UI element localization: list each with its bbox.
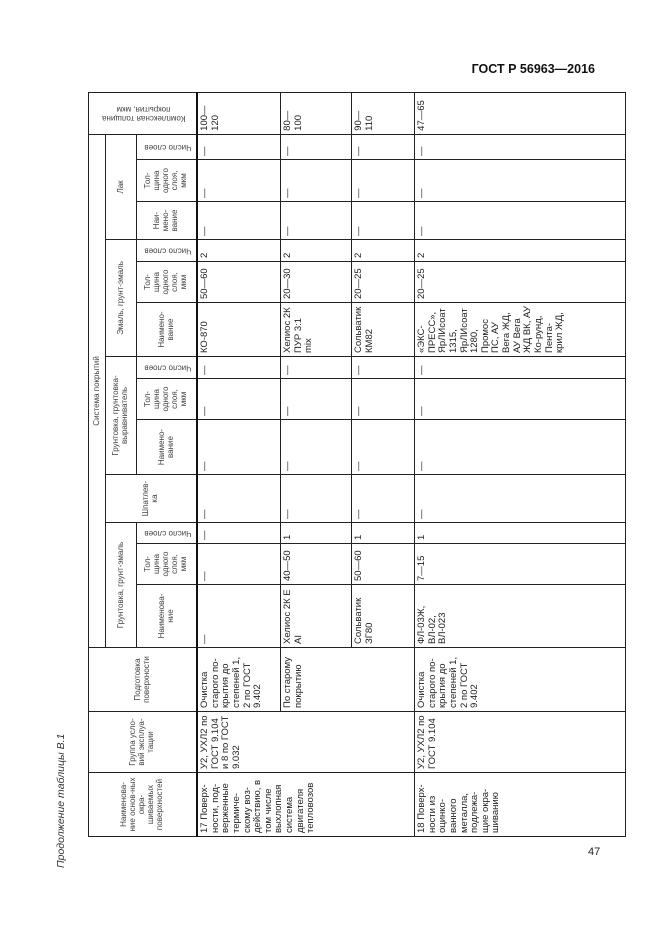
cell-putty: — bbox=[281, 475, 352, 523]
cell-primer-count: — bbox=[197, 523, 281, 544]
cell-lacquer-count: — bbox=[281, 134, 352, 159]
col-header-primer: Грунтовка, грунт-эмаль bbox=[106, 523, 137, 648]
cell-leveler-thickness: — bbox=[352, 379, 415, 420]
cell-leveler-thickness: — bbox=[415, 379, 626, 420]
cell-lacquer-count: — bbox=[197, 134, 281, 159]
cell-leveler-count: — bbox=[352, 357, 415, 379]
sub-header-name: Наименова-ние bbox=[137, 585, 198, 648]
col-header-group: Группа усло-вий эксплуа-тации bbox=[89, 712, 198, 773]
cell-primer-name: — bbox=[197, 585, 281, 648]
cell-putty: — bbox=[415, 475, 626, 523]
cell-primer-name: Сольватик ЗГ80 bbox=[352, 585, 415, 648]
cell-putty: — bbox=[197, 475, 281, 523]
cell-group: У2, УХЛ2 по ГОСТ 9.104 bbox=[415, 712, 626, 773]
cell-enamel-name: Хелиос 2К ПУР 3:1 mix bbox=[281, 303, 352, 357]
col-header-enamel: Эмаль, грунт-эмаль bbox=[106, 240, 137, 357]
cell-lacquer-name: — bbox=[352, 202, 415, 240]
col-header-total: Комплексная толщина покрытия, мкм bbox=[89, 92, 198, 134]
cell-total: 90—110 bbox=[352, 92, 415, 134]
cell-leveler-name: — bbox=[197, 420, 281, 475]
cell-leveler-thickness: — bbox=[281, 379, 352, 420]
sub-header-name: Наимено-вание bbox=[137, 420, 198, 475]
cell-lacquer-thickness: — bbox=[197, 160, 281, 202]
cell-lacquer-name: — bbox=[281, 202, 352, 240]
cell-primer-thickness: 40—50 bbox=[281, 544, 352, 585]
cell-primer-name: Хелиос 2К E AI bbox=[281, 585, 352, 648]
cell-primer-count: 1 bbox=[281, 523, 352, 544]
cell-surface-name: 17 Поверх-ности, под-верженные термиче-скому воз-действию, в том числе выхлопная система двигателя тепловозов bbox=[197, 773, 415, 837]
sub-header-count: Число слоев bbox=[137, 240, 198, 262]
cell-enamel-thickness: 20—25 bbox=[352, 262, 415, 303]
standard-number: ГОСТ Р 56963—2016 bbox=[471, 62, 595, 76]
cell-group: У2, УХЛ2 по ГОСТ 9.104 и 8 по ГОСТ 9.032 bbox=[197, 712, 415, 773]
col-header-putty: Шпатлев-ка bbox=[106, 475, 198, 523]
cell-leveler-thickness: — bbox=[197, 379, 281, 420]
cell-leveler-count: — bbox=[281, 357, 352, 379]
col-header-system: Система покрытий bbox=[89, 134, 106, 647]
sub-header-thickness: Тол-щина одного слоя, мкм bbox=[137, 379, 198, 420]
cell-enamel-count: 2 bbox=[352, 240, 415, 262]
cell-primer-thickness: 50—60 bbox=[352, 544, 415, 585]
coating-systems-table bbox=[88, 92, 626, 837]
table-caption: Продолжение таблицы В.1 bbox=[55, 733, 67, 868]
cell-lacquer-thickness: — bbox=[352, 160, 415, 202]
cell-lacquer-name: — bbox=[197, 202, 281, 240]
cell-enamel-count: 2 bbox=[415, 240, 626, 262]
cell-primer-thickness: 7—15 bbox=[415, 544, 626, 585]
cell-leveler-count: — bbox=[197, 357, 281, 379]
cell-enamel-name: «ЭКС-ПРЕСС», ЯрЛИсоат 1315, ЯрЛИсоат 1280, Промос ПС, АУ Вега ЖД, АУ Вега ЖД ВК, АУ Ко-рунд, Пента-крил ЖД, bbox=[415, 303, 626, 357]
cell-prep: Очистка старого по-крытия до степеней 1, 2 по ГОСТ 9.402 bbox=[415, 648, 626, 712]
sub-header-thickness: Тол-щина одного слоя, мкм bbox=[137, 160, 198, 202]
cell-primer-thickness: — bbox=[197, 544, 281, 585]
page-number: 47 bbox=[588, 846, 601, 858]
cell-surface-name: 18 Поверх-ности из оцинко-ванного металла, подлежа-щие окра-шиванию bbox=[415, 773, 626, 837]
cell-enamel-thickness: 20—25 bbox=[415, 262, 626, 303]
sub-header-thickness: Тол-щина одного слоя, мкм bbox=[137, 262, 198, 303]
cell-primer-name: ФЛ-03Ж, ВЛ-02, ВЛ-023 bbox=[415, 585, 626, 648]
cell-enamel-count: 2 bbox=[281, 240, 352, 262]
cell-enamel-name: Сольватик КМ82 bbox=[352, 303, 415, 357]
cell-lacquer-name: — bbox=[415, 202, 626, 240]
cell-lacquer-thickness: — bbox=[281, 160, 352, 202]
cell-leveler-name: — bbox=[415, 420, 626, 475]
rotated-table-container bbox=[88, 93, 608, 837]
cell-total: 47—65 bbox=[415, 92, 626, 134]
cell-leveler-count: — bbox=[415, 357, 626, 379]
sub-header-count: Число слоев bbox=[137, 357, 198, 379]
cell-lacquer-count: — bbox=[352, 134, 415, 159]
col-header-lacquer: Лак bbox=[106, 134, 137, 239]
cell-total: 80—100 bbox=[281, 92, 352, 134]
cell-enamel-count: 2 bbox=[197, 240, 281, 262]
sub-header-count: Число слоев bbox=[137, 523, 198, 544]
cell-primer-count: 1 bbox=[415, 523, 626, 544]
col-header-leveler: Грунтовка, грунтовка-выравниватель bbox=[106, 357, 137, 475]
sub-header-name: Наимено-вание bbox=[137, 303, 198, 357]
cell-putty: — bbox=[352, 475, 415, 523]
table-row bbox=[415, 92, 626, 836]
sub-header-thickness: Тол-щина одного слоя, мкм bbox=[137, 544, 198, 585]
cell-leveler-name: — bbox=[352, 420, 415, 475]
cell-enamel-name: КО-870 bbox=[197, 303, 281, 357]
cell-enamel-thickness: 50—60 bbox=[197, 262, 281, 303]
col-header-prep: Подготовка поверхности bbox=[89, 648, 198, 712]
cell-leveler-name: — bbox=[281, 420, 352, 475]
cell-lacquer-thickness: — bbox=[415, 160, 626, 202]
table-row bbox=[197, 92, 281, 836]
sub-header-count: Число слоев bbox=[137, 134, 198, 159]
cell-enamel-thickness: 20—30 bbox=[281, 262, 352, 303]
cell-primer-count: 1 bbox=[352, 523, 415, 544]
cell-lacquer-count: — bbox=[415, 134, 626, 159]
sub-header-name: Наи-мено-вание bbox=[137, 202, 198, 240]
cell-prep: Очистка старого по-крытия до степеней 1, 2 по ГОСТ 9.402 bbox=[197, 648, 281, 712]
col-header-name: Наименова-ние основ-ных окра-шиваемых поверхностей bbox=[89, 773, 198, 837]
cell-total: 100—120 bbox=[197, 92, 281, 134]
cell-prep: По старому покрытию bbox=[281, 648, 415, 712]
